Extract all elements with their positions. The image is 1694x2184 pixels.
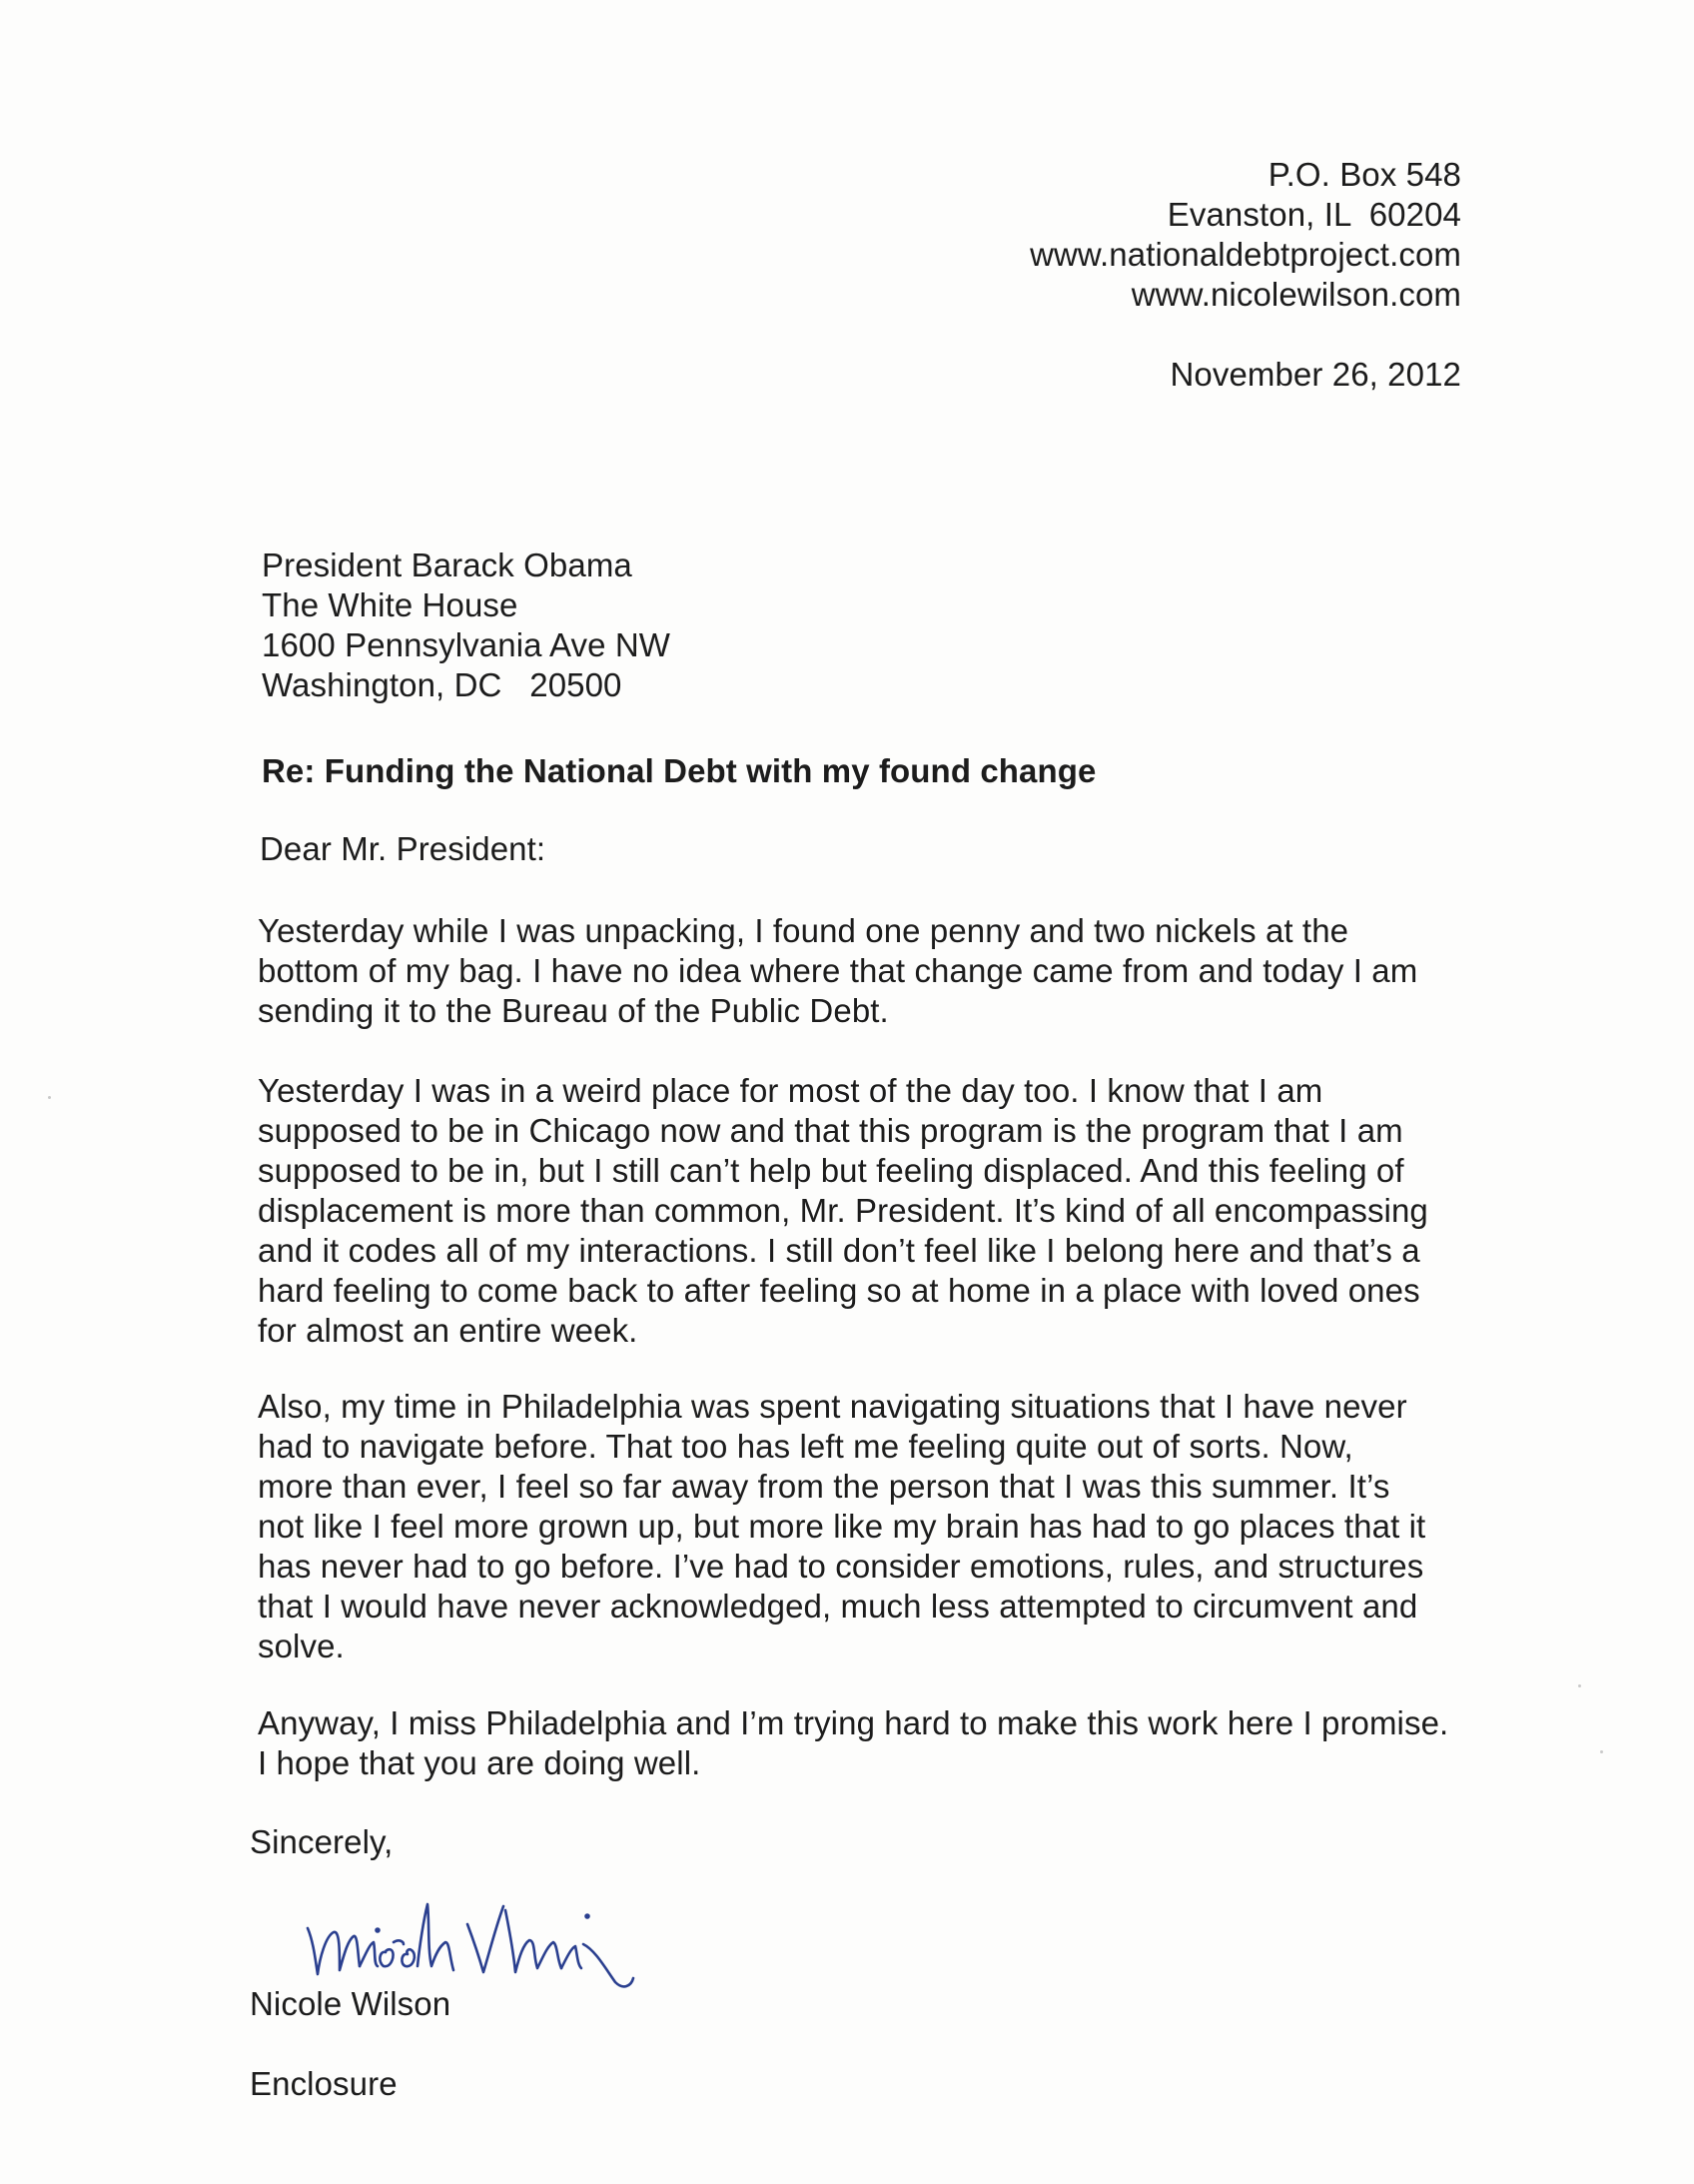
sender-address-block [1030, 155, 1461, 315]
body-text-line: hard feeling to come back to after feeling so at home in a place with loved ones [258, 1272, 1420, 1309]
body-text-line: for almost an entire week. [258, 1312, 638, 1349]
body-text-line: that I would have never acknowledged, much less attempted to circumvent and [258, 1588, 1418, 1625]
body-text-line: had to navigate before. That too has left me feeling quite out of sorts. Now, [258, 1428, 1353, 1465]
closing: Sincerely, [250, 1823, 394, 1860]
body-text-line: Yesterday while I was unpacking, I found one penny and two nickels at the [258, 912, 1349, 949]
body-paragraph-2 [258, 1071, 1466, 1351]
sender-website-1: www.nationaldebtproject.com [1030, 236, 1461, 273]
letter-date: November 26, 2012 [1170, 356, 1461, 393]
body-text-line: solve. [258, 1628, 345, 1664]
signer-name: Nicole Wilson [250, 1985, 451, 2022]
sender-website-2: www.nicolewilson.com [1131, 276, 1461, 313]
body-paragraph-1 [258, 911, 1466, 1031]
body-text-line: and it codes all of my interactions. I still don’t feel like I belong here and that’s a [258, 1232, 1420, 1269]
body-paragraph-4 [258, 1703, 1466, 1783]
recipient-street: 1600 Pennsylvania Ave NW [262, 626, 671, 663]
scan-speck [48, 1096, 51, 1099]
body-text-line: not like I feel more grown up, but more like my brain has had to go places that it [258, 1508, 1426, 1545]
body-text-line: sending it to the Bureau of the Public Debt. [258, 992, 889, 1029]
recipient-address-block [262, 546, 670, 705]
enclosure-note: Enclosure [250, 2065, 398, 2102]
body-text-line: Also, my time in Philadelphia was spent navigating situations that I have never [258, 1388, 1407, 1425]
body-text-line: has never had to go before. I’ve had to consider emotions, rules, and structures [258, 1548, 1424, 1585]
body-text-line: supposed to be in, but I still can’t help but feeling displaced. And this feeling of [258, 1152, 1404, 1189]
recipient-name: President Barack Obama [262, 546, 632, 583]
subject-line: Re: Funding the National Debt with my found change [262, 752, 1097, 789]
body-text-line: I hope that you are doing well. [258, 1744, 701, 1781]
scan-speck [1578, 1684, 1581, 1687]
handwritten-signature [300, 1870, 739, 2000]
recipient-city: Washington, DC 20500 [262, 666, 622, 703]
sender-po-box: P.O. Box 548 [1268, 156, 1461, 193]
body-text-line: supposed to be in Chicago now and that this program is the program that I am [258, 1112, 1403, 1149]
body-text-line: displacement is more than common, Mr. President. It’s kind of all encompassing [258, 1192, 1428, 1229]
sender-city-line: Evanston, IL 60204 [1167, 196, 1461, 233]
body-text-line: Yesterday I was in a weird place for most of the day too. I know that I am [258, 1072, 1323, 1109]
recipient-organization: The White House [262, 586, 518, 623]
body-text-line: more than ever, I feel so far away from the person that I was this summer. It’s [258, 1468, 1390, 1505]
body-text-line: bottom of my bag. I have no idea where that change came from and today I am [258, 952, 1418, 989]
salutation: Dear Mr. President: [260, 830, 546, 867]
body-text-line: Anyway, I miss Philadelphia and I’m trying hard to make this work here I promise. [258, 1704, 1449, 1741]
body-paragraph-3 [258, 1387, 1466, 1666]
scan-speck [1600, 1750, 1603, 1753]
